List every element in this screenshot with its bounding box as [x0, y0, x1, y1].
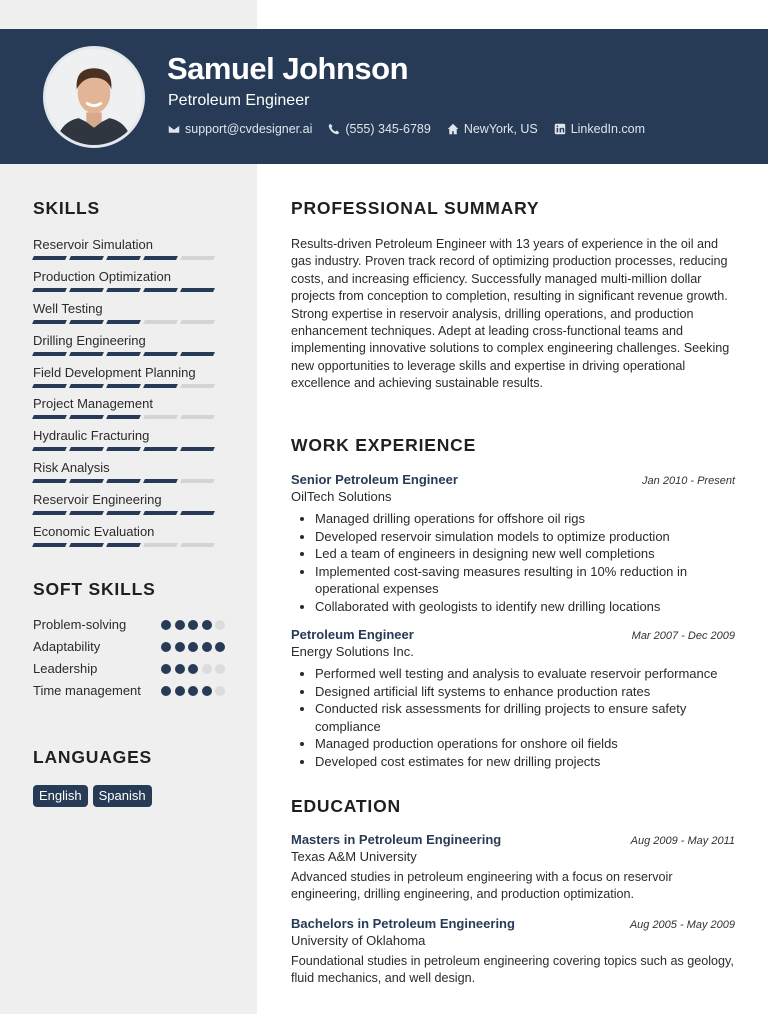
skill-level-bar — [33, 511, 225, 515]
job-bullet: • Collaborated with geologists to identify new drilling locations — [315, 598, 735, 616]
soft-skill-rating — [158, 616, 226, 634]
skill-level-segment — [106, 543, 141, 547]
skill-level-segment — [180, 320, 215, 324]
skill-item — [33, 523, 225, 555]
skill-name: Hydraulic Fracturing — [33, 428, 150, 444]
degree-date: Aug 2009 - May 2011 — [630, 835, 735, 847]
skill-level-segment — [106, 479, 141, 483]
candidate-role: Petroleum Engineer — [168, 92, 310, 109]
job-entry — [291, 472, 735, 616]
skill-level-segment — [32, 352, 67, 356]
skill-level-segment — [106, 320, 141, 324]
contact-linkedin[interactable] — [554, 122, 645, 136]
skill-level-segment — [106, 256, 141, 260]
skill-level-segment — [143, 256, 178, 260]
skill-name: Production Optimization — [33, 268, 172, 284]
skill-level-segment — [143, 288, 178, 292]
candidate-name: Samuel Johnson — [167, 51, 409, 86]
skill-level-segment — [180, 543, 215, 547]
skill-level-segment — [106, 415, 141, 419]
skill-level-bar — [33, 543, 225, 547]
contact-email-text: support@cvdesigner.ai — [185, 122, 313, 136]
job-company: Energy Solutions Inc. — [291, 644, 414, 659]
contact-phone-text: (555) 345-6789 — [345, 122, 431, 136]
soft-skill-rating — [158, 682, 226, 700]
skill-level-segment — [69, 479, 104, 483]
job-date: Jan 2010 - Present — [642, 475, 735, 487]
languages-list — [33, 785, 157, 807]
contact-location-text: NewYork, US — [463, 122, 538, 136]
education-heading: EDUCATION — [291, 796, 401, 816]
skill-level-segment — [143, 479, 178, 483]
phone-icon — [328, 123, 340, 135]
profile-photo — [43, 46, 145, 148]
summary-heading: PROFESSIONAL SUMMARY — [291, 198, 540, 218]
rating-dot — [215, 642, 225, 652]
skill-name: Economic Evaluation — [33, 524, 155, 540]
language-badge: English — [33, 785, 88, 807]
skill-level-segment — [69, 543, 104, 547]
skill-level-segment — [180, 384, 215, 388]
skill-level-segment — [143, 447, 178, 451]
rating-dot — [161, 686, 171, 696]
soft-skills-list — [33, 616, 225, 704]
contact-email[interactable] — [168, 122, 312, 136]
job-bullet: • Managed drilling operations for offshore oil rigs — [315, 510, 735, 528]
rating-dot — [175, 664, 185, 674]
contact-linkedin-text: LinkedIn.com — [570, 122, 646, 136]
skill-name: Reservoir Simulation — [33, 237, 153, 252]
resume-header — [0, 29, 768, 164]
skill-level-bar — [33, 479, 225, 483]
skill-level-segment — [106, 352, 141, 356]
soft-skills-heading: SOFT SKILLS — [33, 579, 156, 599]
rating-dot — [202, 642, 212, 652]
job-company: OilTech Solutions — [291, 489, 392, 504]
soft-skill-name: Problem-solving — [33, 617, 127, 632]
skill-item — [33, 491, 225, 523]
skill-level-segment — [32, 320, 67, 324]
contact-location — [447, 122, 538, 136]
skill-level-segment — [106, 288, 141, 292]
skill-level-segment — [180, 479, 215, 483]
skill-level-segment — [69, 384, 104, 388]
soft-skill-rating — [158, 638, 226, 656]
skill-name: Well Testing — [33, 300, 103, 316]
skills-list — [33, 236, 225, 555]
job-title: Senior Petroleum Engineer — [291, 472, 458, 487]
rating-dot — [161, 664, 171, 674]
job-entry — [291, 627, 735, 771]
job-bullet: • Conducted risk assessments for drilling projects to ensure safety compliance — [315, 700, 735, 735]
skill-level-segment — [32, 479, 67, 483]
skill-item — [33, 427, 225, 459]
skill-level-segment — [180, 256, 215, 260]
soft-skill-item — [33, 660, 225, 678]
rating-dot — [202, 664, 212, 674]
job-bullet: • Led a team of engineers in designing new well completions — [315, 545, 735, 563]
rating-dot — [215, 664, 225, 674]
skill-level-segment — [32, 511, 67, 515]
job-title: Petroleum Engineer — [291, 627, 414, 642]
skill-level-segment — [180, 352, 215, 356]
job-bullet: • Implemented cost-saving measures resulting in 10% reduction in operational expenses — [315, 563, 735, 598]
skill-level-segment — [69, 256, 104, 260]
job-bullet: • Designed artificial lift systems to enhance production rates — [315, 683, 735, 701]
rating-dot — [202, 686, 212, 696]
school-name: University of Oklahoma — [291, 933, 426, 948]
skill-name: Drilling Engineering — [33, 332, 146, 348]
skill-level-segment — [32, 543, 67, 547]
rating-dot — [188, 620, 198, 630]
skill-item — [33, 395, 225, 427]
skill-level-bar — [33, 384, 225, 388]
degree-date: Aug 2005 - May 2009 — [629, 919, 735, 931]
job-bullet: • Managed production operations for onshore oil fields — [315, 735, 735, 753]
soft-skill-name: Leadership — [33, 661, 98, 676]
home-icon — [447, 123, 459, 135]
rating-dot — [202, 620, 212, 630]
skill-level-bar — [33, 415, 225, 419]
rating-dot — [161, 642, 171, 652]
skill-item — [33, 268, 225, 300]
rating-dot — [188, 664, 198, 674]
skill-level-segment — [180, 447, 215, 451]
rating-dot — [188, 686, 198, 696]
skill-item — [33, 459, 225, 491]
skill-name: Reservoir Engineering — [33, 492, 162, 508]
languages-heading: LANGUAGES — [33, 747, 153, 767]
skill-item — [33, 332, 225, 364]
skill-level-segment — [180, 415, 215, 419]
contact-phone[interactable] — [328, 122, 430, 136]
soft-skill-rating — [158, 660, 226, 678]
summary-text: Results-driven Petroleum Engineer with 13 years of experience in the oil and gas industry. Proven track record of optimizing production processes, reducing costs, and increasing efficiency. Successfully managed multi-million dollar projects from conception to completion, resulting in significant revenue growth. Strong expertise in reservoir analysis, drilling operations, and production enhancement techniques. Adept at leading cross-functional teams and implementing innovative solutions to complex engineering challenges. Seeking new opportunities to leverage skills and expertise in driving operational excellence and achieving sustainable results. — [291, 237, 730, 391]
skills-heading: SKILLS — [33, 198, 101, 218]
skill-level-segment — [143, 543, 178, 547]
education-entry — [291, 832, 735, 904]
soft-skill-name: Adaptability — [33, 639, 101, 654]
job-bullet: • Developed cost estimates for new drilling projects — [315, 753, 735, 771]
skill-level-segment — [106, 447, 141, 451]
education-entry — [291, 916, 735, 988]
soft-skill-name: Time management — [33, 683, 141, 698]
rating-dot — [215, 686, 225, 696]
skill-level-segment — [143, 384, 178, 388]
skill-item — [33, 236, 225, 268]
skill-level-segment — [32, 384, 67, 388]
skill-level-segment — [106, 384, 141, 388]
skill-level-segment — [143, 415, 178, 419]
skill-level-segment — [143, 320, 178, 324]
rating-dot — [161, 620, 171, 630]
soft-skill-item — [33, 682, 225, 700]
skill-level-segment — [69, 447, 104, 451]
skill-level-segment — [32, 256, 67, 260]
rating-dot — [175, 620, 185, 630]
skill-level-segment — [69, 511, 104, 515]
skill-level-segment — [69, 352, 104, 356]
rating-dot — [188, 642, 198, 652]
degree-title: Masters in Petroleum Engineering — [291, 832, 502, 847]
envelope-icon — [168, 123, 180, 135]
skill-level-bar — [33, 256, 225, 260]
skill-level-segment — [32, 447, 67, 451]
rating-dot — [175, 686, 185, 696]
skill-level-segment — [32, 288, 67, 292]
skill-item — [33, 364, 225, 396]
skill-name: Field Development Planning — [33, 364, 196, 380]
language-badge: Spanish — [93, 785, 152, 807]
degree-description: Foundational studies in petroleum engineering covering topics such as geology, fluid mechanics, and well design. — [291, 954, 734, 986]
skill-level-segment — [180, 511, 215, 515]
rating-dot — [215, 620, 225, 630]
skill-level-segment — [69, 288, 104, 292]
skill-item — [33, 300, 225, 332]
skill-level-segment — [143, 352, 178, 356]
job-bullet: • Developed reservoir simulation models to optimize production — [315, 528, 735, 546]
skill-level-segment — [106, 511, 141, 515]
degree-title: Bachelors in Petroleum Engineering — [291, 916, 515, 931]
school-name: Texas A&M University — [291, 849, 417, 864]
linkedin-icon — [554, 123, 566, 135]
skill-level-segment — [180, 288, 215, 292]
job-date: Mar 2007 - Dec 2009 — [631, 630, 735, 642]
skill-name: Project Management — [33, 396, 153, 412]
experience-heading: WORK EXPERIENCE — [291, 435, 477, 455]
job-bullet: • Performed well testing and analysis to evaluate reservoir performance — [315, 665, 735, 683]
skill-level-segment — [69, 415, 104, 419]
skill-level-bar — [33, 447, 225, 451]
skill-level-bar — [33, 352, 225, 356]
skill-level-bar — [33, 320, 225, 324]
skill-level-segment — [69, 320, 104, 324]
job-bullets — [291, 665, 735, 771]
skill-level-segment — [143, 511, 178, 515]
skill-level-bar — [33, 288, 225, 292]
contact-bar — [168, 122, 661, 136]
skill-level-segment — [32, 415, 67, 419]
degree-description: Advanced studies in petroleum engineering with a focus on reservoir engineering, drilling engineering, and production optimization. — [291, 870, 673, 902]
skill-name: Risk Analysis — [33, 460, 110, 476]
soft-skill-item — [33, 638, 225, 656]
rating-dot — [175, 642, 185, 652]
job-bullets — [291, 510, 735, 616]
soft-skill-item — [33, 616, 225, 634]
